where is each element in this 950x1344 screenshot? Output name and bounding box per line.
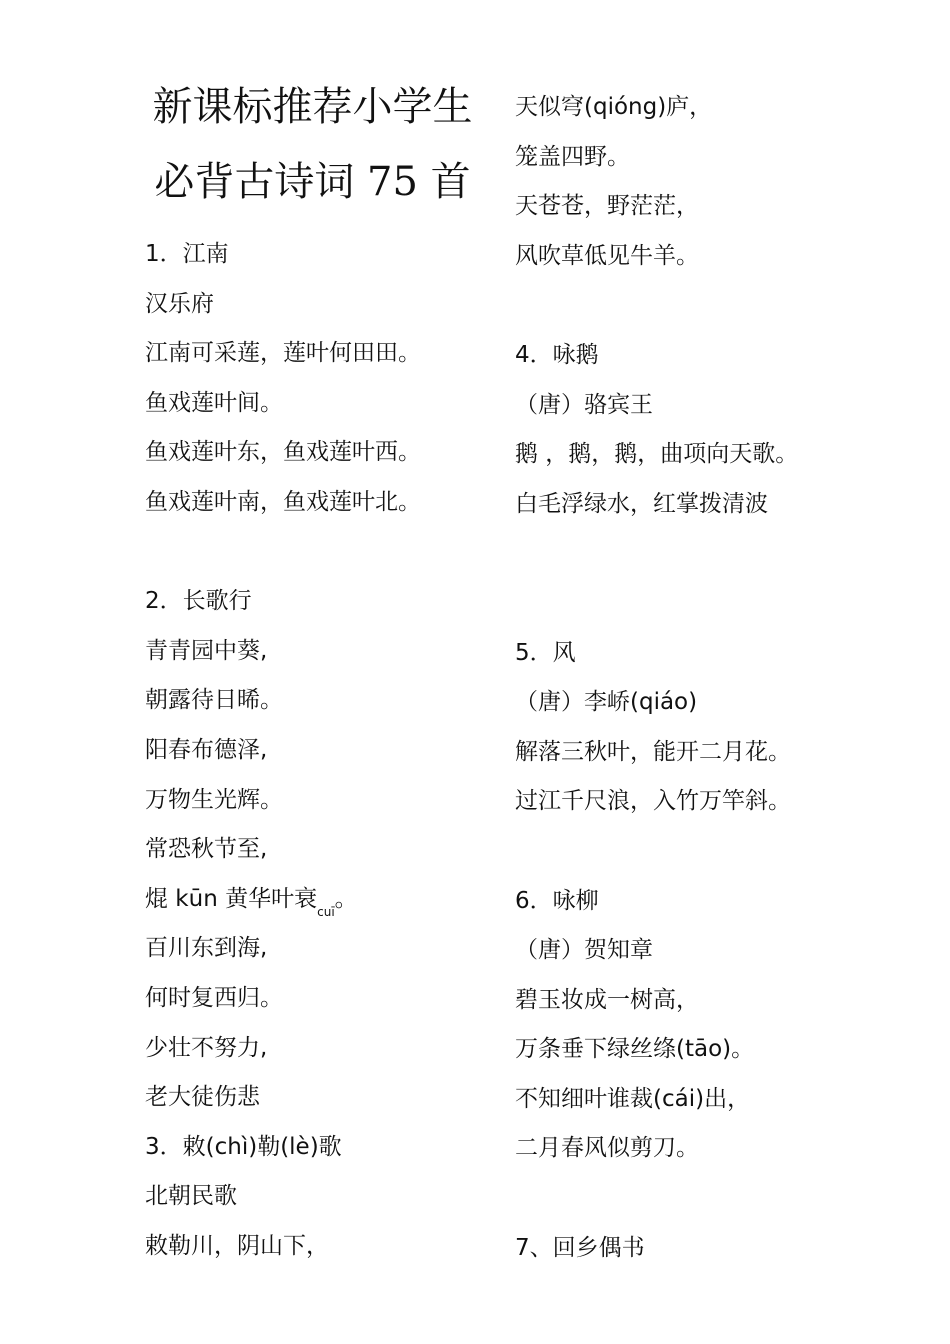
poem-line: 解落三秋叶，能开二月花。 bbox=[515, 738, 791, 765]
poem-line: 青青园中葵, bbox=[145, 637, 268, 664]
blank-line bbox=[515, 579, 935, 629]
poem-line: 4．咏鹅 bbox=[515, 341, 599, 368]
poem-line: 3．敕(chì)勒(lè)歌 bbox=[145, 1133, 342, 1160]
poem-line: 汉乐府 bbox=[145, 290, 214, 317]
poem-line: 1．江南 bbox=[145, 241, 229, 267]
poem-line: 碧玉妆成一树高， bbox=[515, 986, 699, 1013]
left-column bbox=[145, 230, 565, 1271]
poem-line: 常恐秋节至, bbox=[145, 836, 268, 863]
poem-line-with-annotation bbox=[145, 875, 565, 925]
poem-line: 6．咏柳 bbox=[515, 887, 599, 914]
poem-line: （唐）贺知章 bbox=[515, 937, 653, 964]
poem-line: 白毛浮绿水，红掌拨清波 bbox=[515, 490, 768, 517]
right-column bbox=[515, 83, 935, 1273]
poem-line: 老大徒伤悲 bbox=[145, 1084, 260, 1111]
poem-line: 风吹草低见牛羊。 bbox=[515, 242, 699, 269]
poem-line: 7、回乡偶书 bbox=[515, 1234, 645, 1261]
poem-line: 朝露待日晞。 bbox=[145, 687, 283, 714]
blank-line bbox=[145, 528, 565, 578]
poem-line: 天似穹(qióng)庐， bbox=[515, 94, 713, 120]
blank-line bbox=[515, 529, 935, 579]
poem-line: 笼盖四野。 bbox=[515, 143, 630, 170]
poem-line: 鱼戏莲叶间。 bbox=[145, 389, 283, 416]
poem-line-main: 焜 kūn 黄华叶衰 bbox=[145, 885, 318, 912]
poem-line: 北朝民歌 bbox=[145, 1183, 237, 1210]
poem-line: 天苍苍，野茫茫， bbox=[515, 193, 699, 220]
poem-line: 阳春布德泽, bbox=[145, 736, 268, 763]
poem-line: （唐）李峤(qiáo) bbox=[515, 689, 698, 716]
document-title-line-2: 必背古诗词 75 首 bbox=[154, 159, 471, 205]
poem-line: 江南可采莲，莲叶何田田。 bbox=[145, 340, 421, 367]
poem-line: 鹅 ，鹅，鹅，曲项向天歌。 bbox=[515, 441, 799, 468]
blank-line bbox=[515, 281, 935, 331]
poem-line: 敕勒川，阴山下， bbox=[145, 1232, 329, 1259]
poem-line: 鱼戏莲叶东，鱼戏莲叶西。 bbox=[145, 439, 421, 466]
poem-line: （唐）骆宾王 bbox=[515, 391, 653, 418]
blank-line bbox=[515, 1174, 935, 1224]
document-title-line-1: 新课标推荐小学生 bbox=[152, 84, 473, 130]
poem-line: 二月春风似剪刀。 bbox=[515, 1135, 699, 1162]
poem-line: 少壮不努力, bbox=[145, 1034, 268, 1061]
poem-line: 5．风 bbox=[515, 639, 576, 666]
poem-line-tail: 。 bbox=[334, 885, 358, 912]
poem-line: 过江千尺浪，入竹万竿斜。 bbox=[515, 788, 791, 815]
pinyin-annotation: cuī bbox=[317, 904, 335, 919]
poem-line: 万物生光辉。 bbox=[145, 786, 283, 813]
poem-line: 2．长歌行 bbox=[145, 588, 252, 615]
blank-line bbox=[515, 827, 935, 877]
poem-line: 百川东到海, bbox=[145, 935, 268, 962]
poem-line: 不知细叶谁裁(cái)出， bbox=[515, 1085, 751, 1112]
poem-line: 何时复西归。 bbox=[145, 984, 283, 1011]
poem-line: 万条垂下绿丝绦(tāo)。 bbox=[515, 1036, 755, 1063]
poem-line: 鱼戏莲叶南，鱼戏莲叶北。 bbox=[145, 488, 421, 515]
